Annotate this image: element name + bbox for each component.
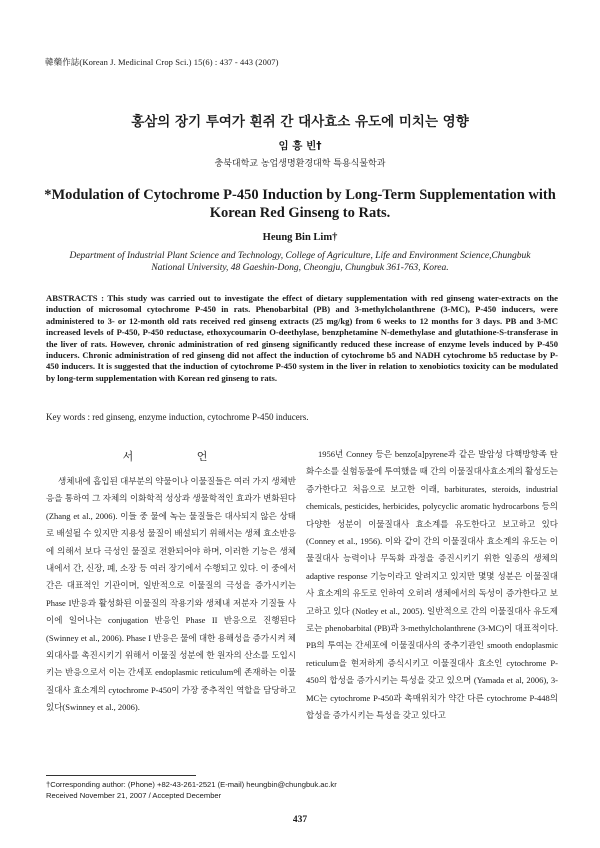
- footnote-contact: †Corresponding author: (Phone) +82-43-261-2521 (E-mail) heungbin@chungbuk.ac.kr: [46, 780, 337, 789]
- keywords: [46, 412, 558, 422]
- body-paragraph-right: 1956년 Conney 등은 benzo[a]pyrene과 같은 발암성 다핵방향족 탄화수소를 실험동물에 투여했을 때 간의 이물질대사효소계의 활성도는 증가한다고 처음으로 보고한 이래, barbiturates, steroids, industrial chemicals, pesticides, herbicides, polycyclic aromatic hydrocarbons 등의 다양한 성분이 이물질대사 효소계를 유도한다고 보고하고 있다 (Conney et al., 1956). 이와 같이 간의 이물질대사 효소계의 유도는 이물질대사 능력이나 무독화 과정을 증진시키기 위한 일종의 생체의 adaptive response 기능이라고 알려지고 있지만 몇몇 성분은 이물질대사 효소계의 유도로 인하여 오히려 생체에서의 독성이 증가한다고 보고하고 있다 (Notley et al., 2005). 일반적으로 간의 이물질대사 유도제로는 phenobarbital (PB)과 3-methylcholanthrene (3-MC)이 대표적이다. PB의 투여는 간세포에 이물질대사의 중추기관인 smooth endoplasmic reticulum을 현저하게 증식시키고 이물질대사 효소인 cytochrome P-450의 합성을 증가시키는 특성을 갖고 있으며 (Yamada et al, 2006), 3-MC는 cytochrome P-450과 촉매위치가 약간 다른 cytochrome P-448의 합성을 증가시키는 특성을 갖고 있다고: [306, 449, 558, 721]
- footnote: [46, 779, 446, 801]
- author-affiliation: Department of Industrial Plant Science and Technology, College of Agriculture, Life and Environment Science,Chungbuk National University, 48 Gaeshin-Dong, Cheongju, Chungbuk 361-763, Korea.: [69, 251, 531, 273]
- section-title-introduction: 서 언: [122, 450, 238, 463]
- korean-affiliation: 충북대학교 농업생명환경대학 특용식물학과: [214, 159, 386, 169]
- abstract-label: ABSTRACTS :: [46, 293, 104, 303]
- keywords-text: red ginseng, enzyme induction, cytochrome P-450 inducers.: [92, 412, 309, 422]
- abstract-text: This study was carried out to investigate the effect of dietary supplementation with red ginseng water-extracts on the induction of microsomal cytochrome P-450 in rats. Phenobarbital (PB) and 3-methylcholanthrene (3-MC), P-450 inducers, were administered to 3- or 12-month old rats received red ginseng extracts (25 mg/kg) from 6 weeks to 12 months for 3 days. PB and 3-MC increased levels of P-450, P-450 reductase, ethoxycoumarin O-deethylase, benzphetamine N-demethylase and glutathione-S-transferase in the liver of rats. However, chronic administration of red ginseng significantly reduced these increase of enzyme levels induced by P-450 inducers. Chronic administration of red ginseng did not affect the induction of cytochrome b5 and NADH cytochrome b5 reductase by P-450 inducers. It is suggested that the induction of cytochrome P-450 system in the liver in relation to xenobiotics toxicity can be modulated by long-term supplementation with Korean red ginseng to rats.: [46, 293, 558, 383]
- abstract: [46, 293, 558, 384]
- body-column-right: [306, 446, 558, 725]
- english-title: *Modulation of Cytochrome P-450 Induction by Long-Term Supplementation with Korean Red Ginseng to Rats.: [44, 187, 556, 221]
- page-number: 437: [292, 815, 308, 825]
- korean-title: 홍삼의 장기 투여가 흰쥐 간 대사효소 유도에 미치는 영향: [131, 114, 469, 130]
- body-paragraph-left: 생체내에 흡입된 대부분의 약물이나 이물질들은 여러 가지 생체반응을 통하여 그 자체의 이화학적 성상과 생물학적인 효과가 변화된다(Zhang et al., 2006). 이들 중 물에 녹는 물질들은 대사되지 않은 상태로 배설될 수 있지만 지용성 물질이 배설되기 위해서는 생체 효소반응에 의해서 보다 극성인 물질로 전환되어야 하며, 이러한 기능은 생체내에서 간, 신장, 폐, 소장 등 여러 장기에서 수행되고 있다. 이 중에서 간은 대표적인 기관이며, 일반적으로 이물질의 극성을 증가시키는 Phase I반응과 활성화된 이물질의 작용기와 생체내 저분자 기질들 사이에 일어나는 conjugation 반응인 Phase II 반응으로 진행된다(Swinney et al., 2006). Phase I 반응은 물에 대한 용해성을 증가시켜 체외대사를 촉진시키기 위해서 이물질 성분에 한 원자의 산소를 도입시키는 반응으로서 이는 간세포 endoplasmic reticulum에 존재하는 이물질대사 효소계의 cytochrome P-450이 가장 중추적인 역할을 담당하고 있다(Swinney et al., 2006).: [46, 476, 296, 713]
- keywords-label: Key words :: [46, 412, 90, 422]
- footnote-received: Received November 21, 2007 / Accepted December: [46, 791, 222, 800]
- english-author: Heung Bin Lim†: [262, 232, 338, 243]
- korean-author: 임 흥 빈†: [278, 140, 322, 152]
- journal-citation: 韓藥作誌(Korean J. Medicinal Crop Sci.) 15(6) : 437 - 443 (2007): [45, 57, 279, 67]
- footnote-divider: [46, 775, 196, 776]
- body-column-left: [46, 473, 296, 717]
